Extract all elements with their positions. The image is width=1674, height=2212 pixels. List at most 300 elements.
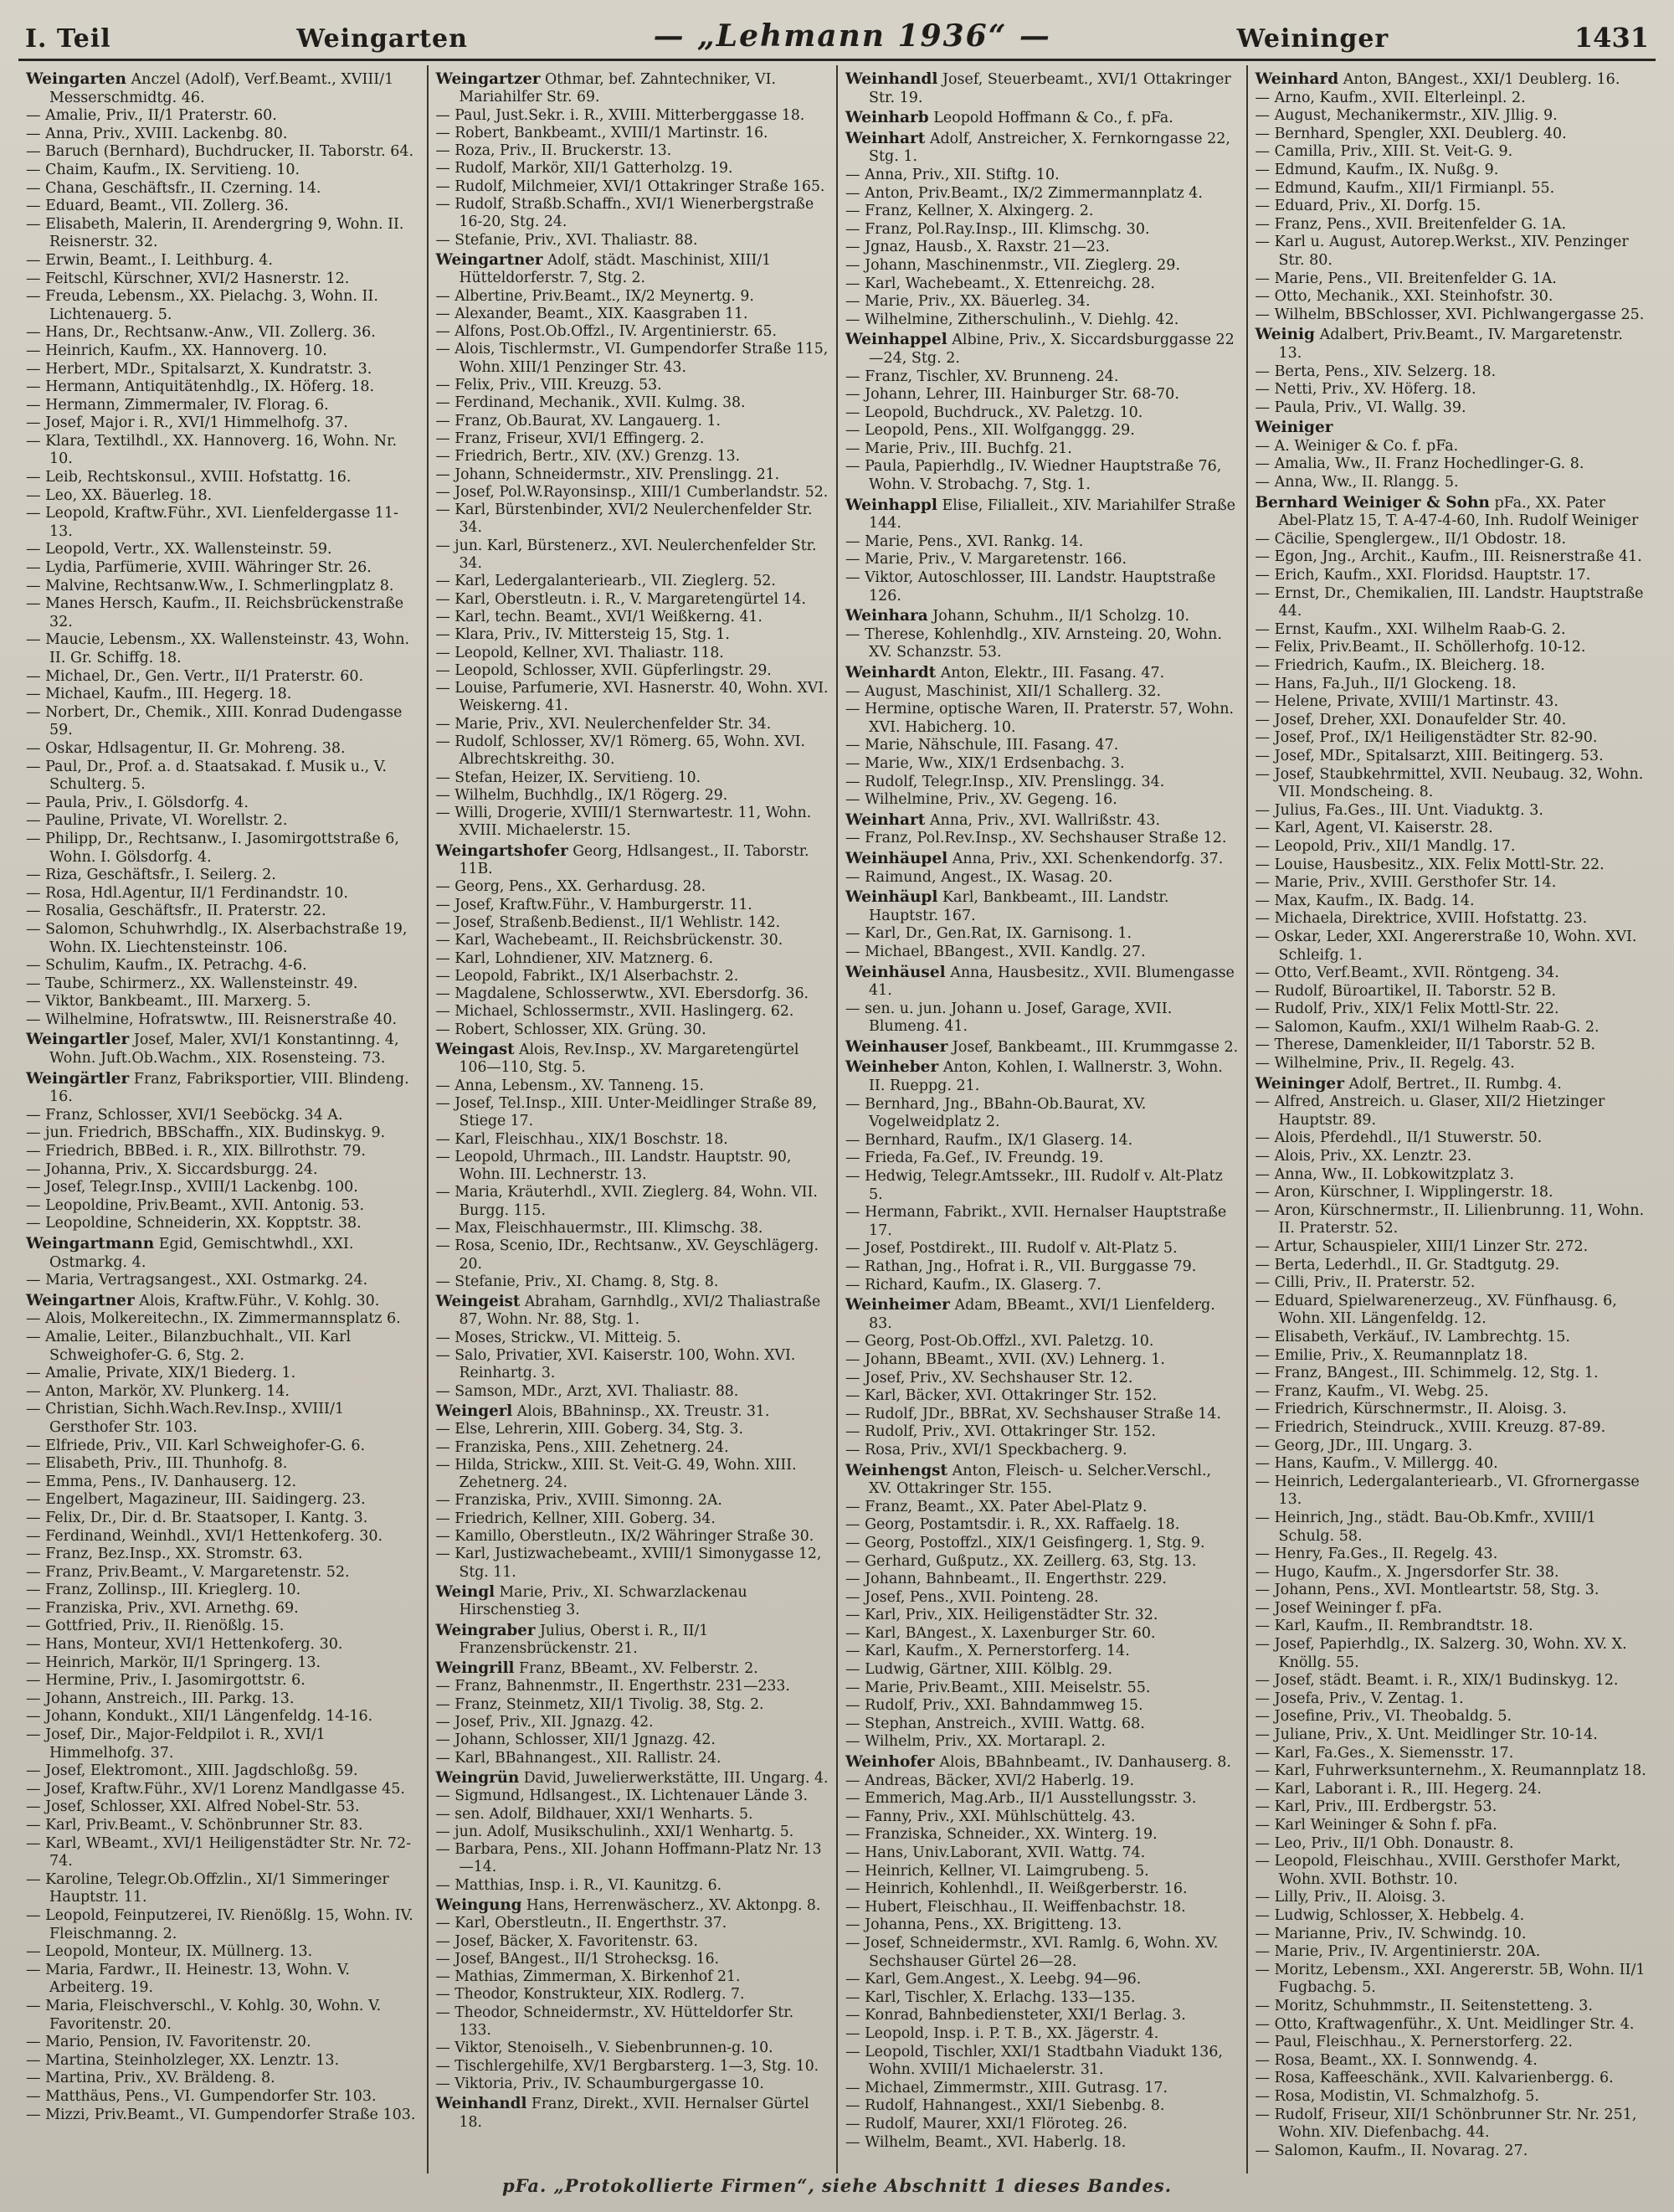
directory-entry	[26, 1124, 419, 1143]
directory-entry	[435, 1788, 829, 1805]
entry-text: — Josef, Tel.Insp., XIII. Unter-Meidlinger Straße 89, Stiege 17.	[435, 1094, 818, 1130]
surname-heading: Weinheimer	[845, 1296, 950, 1314]
entry-text: — Karl, Wachebeamt., X. Ettenreichg. 28.	[845, 275, 1155, 292]
directory-entry	[1255, 837, 1649, 857]
directory-entry	[1255, 1346, 1649, 1366]
directory-entry	[845, 1258, 1239, 1277]
directory-entry	[1255, 1509, 1649, 1546]
entry-text: — Herbert, MDr., Spitalsarzt, X. Kundratstr. 3.	[26, 360, 372, 378]
directory-entry	[26, 1708, 419, 1726]
directory-entry	[435, 2057, 829, 2076]
entry-text: — Hugo, Kaufm., X. Jngersdorfer Str. 38.	[1255, 1563, 1559, 1581]
entry-text: — Marie, Priv., III. Buchfg. 21.	[845, 440, 1072, 457]
directory-entry	[435, 1841, 829, 1877]
surname-heading: Weinhäupel	[845, 849, 948, 867]
entry-text: — Hans, Monteur, XVI/1 Hettenkoferg. 30.	[26, 1636, 343, 1654]
entry-text: — Franziska, Schneider., XX. Winterg. 19.	[845, 1826, 1158, 1844]
directory-entry	[435, 1382, 829, 1401]
directory-entry	[435, 1968, 829, 1986]
entry-text: — Rosalia, Geschäftsfr., II. Praterstr. 22.	[26, 903, 326, 920]
entry-text: — Amalie, Private, XIX/1 Biederg. 1.	[26, 1365, 296, 1382]
surname-heading: Bernhard Weiniger & Sohn	[1255, 493, 1490, 512]
surname-heading: Weinhardt	[845, 664, 937, 682]
surname-heading: Weinhauser	[845, 1037, 948, 1056]
directory-entry	[1255, 856, 1649, 875]
directory-entry	[1255, 965, 1649, 983]
entry-text: — Ferdinand, Weinhdl., XVI/1 Hettenkoferg. 30.	[26, 1527, 383, 1545]
directory-entry	[845, 1387, 1239, 1406]
entry-text: — Leopold, Fabrikt., IX/1 Alserbachstr. 2.	[435, 967, 739, 985]
entry-text: Franz, BBeamt., XV. Felberstr. 2.	[518, 1660, 758, 1678]
directory-entry	[1255, 70, 1649, 90]
directory-entry	[1255, 530, 1649, 549]
directory-entry	[1255, 1055, 1649, 1073]
entry-text: — Mizzi, Priv.Beamt., VI. Gumpendorfer Straße 103.	[26, 2106, 416, 2123]
directory-entry	[1255, 288, 1649, 306]
directory-entry	[1255, 1256, 1649, 1275]
directory-entry	[435, 1094, 829, 1131]
directory-entry	[1255, 1129, 1649, 1148]
surname-heading: Weinhäusel	[845, 963, 946, 981]
entry-text: — Johann, Lehrer, III. Hainburger Str. 68-70.	[845, 386, 1179, 404]
entry-text: — Franz, Ob.Baurat, XV. Langauerg. 1.	[435, 412, 721, 430]
entry-text: — Michael, BBangest., XVII. Kandlg. 27.	[845, 943, 1146, 960]
entry-text: — Michael, Kaufm., III. Hegerg. 18.	[26, 686, 292, 703]
surname-heading: Weingartler	[26, 1031, 130, 1049]
directory-entry	[435, 1003, 829, 1021]
entry-text: — jun. Karl, Bürstenerz., XVI. Neulerchenfelder Str. 34.	[435, 537, 817, 573]
entry-text: — Karl, Oberstleutn. i. R., V. Margaretengürtel 14.	[435, 590, 806, 608]
entry-text: — Viktor, Bankbeamt., III. Marxerg. 5.	[26, 993, 311, 1011]
directory-entry	[26, 143, 419, 162]
entry-text: — Jgnaz, Hausb., X. Raxstr. 21—23.	[845, 239, 1110, 256]
right-running-head: Weininger	[1236, 24, 1389, 54]
directory-entry	[845, 1369, 1239, 1388]
directory-entry	[26, 1563, 419, 1582]
directory-entry	[1255, 874, 1649, 893]
directory-entry	[26, 2034, 419, 2052]
entry-text: Marie, Priv., XI. Schwarzlackenau Hirschenstieg 3.	[459, 1583, 747, 1619]
directory-entry	[435, 1546, 829, 1582]
surname-heading: Weininger	[1255, 1074, 1344, 1093]
entry-text: Alois, BBahnbeamt., IV. Danhauserg. 8.	[939, 1754, 1231, 1772]
page-number: 1431	[1574, 22, 1649, 54]
directory-entry	[845, 551, 1239, 569]
entry-text: — Hermann, Fabrikt., XVII. Hernalser Hauptstraße 17.	[845, 1204, 1227, 1239]
entry-text: — Wilhelm, BBSchlosser, XVI. Pichlwangergasse 25.	[1255, 306, 1645, 323]
entry-text: — Hans, Univ.Laborant, XVII. Wattg. 74.	[845, 1844, 1146, 1861]
entry-text: — Philipp, Dr., Rechtsanw., I. Jasomirgottstraße 6, Wohn. I. Gölsdorfg. 4.	[26, 830, 399, 866]
directory-entry	[26, 161, 419, 180]
directory-entry	[26, 1961, 419, 1998]
directory-entry	[1255, 1165, 1649, 1185]
directory-entry	[435, 1876, 829, 1895]
entry-text: — Schulim, Kaufm., IX. Petrachg. 4-6.	[26, 957, 307, 975]
directory-entry	[845, 1679, 1239, 1698]
entry-text: — Eduard, Priv., XI. Dorfg. 15.	[1255, 198, 1481, 215]
directory-entry	[26, 794, 419, 813]
directory-entry	[435, 1659, 829, 1678]
directory-entry	[26, 505, 419, 541]
directory-entry	[1255, 363, 1649, 382]
entry-text: — Karl, WBeamt., XVI/1 Heiligenstädter Str. Nr. 72-74.	[26, 1834, 412, 1870]
directory-entry	[1255, 1762, 1649, 1781]
entry-text: — Heinrich, Ledergalanteriearb., VI. Gfrornergasse 13.	[1255, 1473, 1640, 1509]
entry-text: — Ernst, Dr., Chemikalien, III. Landstr. Hauptstraße 44.	[1255, 584, 1644, 620]
entry-text: — Egon, Jng., Archit., Kaufm., III. Reisnerstraße 41.	[1255, 548, 1642, 566]
directory-entry	[26, 1509, 419, 1528]
entry-text: — Karl Weininger & Sohn f. pFa.	[1255, 1817, 1497, 1834]
entry-text: — Leopoldine, Priv.Beamt., XVII. Antonig. 53.	[26, 1196, 365, 1214]
entry-text: pFa., XX. Pater Abel-Platz 15, T. A-47-4-60, Inh. Rudolf Weiniger	[1278, 494, 1639, 530]
directory-entry	[1255, 982, 1649, 1001]
entry-text: — Bernhard, Jng., BBahn-Ob.Baurat, XV. Vogelweidplatz 2.	[845, 1095, 1147, 1131]
directory-entry	[435, 537, 829, 574]
directory-entry	[845, 203, 1239, 221]
entry-text: — Rudolf, Priv., XIX/1 Felix Mottl-Str. 22.	[1255, 1001, 1559, 1018]
entry-text: — Karl, Fa.Ges., X. Siemensstr. 17.	[1255, 1744, 1514, 1762]
directory-entry	[1255, 107, 1649, 126]
directory-entry	[1255, 1437, 1649, 1456]
directory-entry	[435, 949, 829, 968]
entry-text: — Johanna, Pens., XX. Brigitteng. 13.	[845, 1916, 1122, 1934]
directory-entry	[26, 667, 419, 687]
directory-entry	[845, 239, 1239, 257]
entry-text: — Therese, Kohlenhdlg., XIV. Arnsteing. 20, Wohn. XV. Schanzstr. 53.	[845, 625, 1222, 661]
directory-entry	[435, 590, 829, 609]
entry-text: — Gerhard, Gußputz., XX. Zeillerg. 63, Stg. 13.	[845, 1552, 1197, 1570]
directory-entry	[845, 791, 1239, 810]
entry-text: — Otto, Kraftwagenführ., X. Unt. Meidlinger Str. 4.	[1255, 2015, 1635, 2033]
entry-text: — Rosa, Beamt., XX. I. Sonnwendg. 4.	[1255, 2051, 1538, 2069]
directory-entry	[1255, 1563, 1649, 1582]
directory-entry	[845, 773, 1239, 792]
entry-text: — Anna, Lebensm., XV. Tanneng. 15.	[435, 1077, 704, 1094]
directory-entry	[435, 1438, 829, 1457]
directory-entry	[435, 377, 829, 394]
entry-text: — Rudolf, Schlosser, XV/1 Römerg. 65, Wohn. XVI. Albrechtskreithg. 30.	[435, 733, 806, 769]
directory-entry	[845, 888, 1239, 925]
entry-text: — Leopoldine, Schneiderin, XX. Kopptstr. 38.	[26, 1215, 362, 1232]
entry-text: — Franz, Pens., XVII. Breitenfelder G. 1A.	[1255, 215, 1567, 233]
directory-entry	[26, 1031, 419, 1067]
entry-text: — Marie, Priv.Beamt., XIII. Meiselstr. 55.	[845, 1679, 1151, 1696]
entry-text: — Johanna, Priv., X. Siccardsburgg. 24.	[26, 1160, 318, 1178]
surname-heading: Weingast	[435, 1041, 515, 1059]
entry-text: — Robert, Bankbeamt., XVIII/1 Martinstr. 16.	[435, 124, 768, 141]
entry-text: — Karl, Kaufm., X. Pernerstorferg. 14.	[845, 1643, 1130, 1660]
surname-heading: Weingung	[435, 1896, 522, 1914]
surname-heading: Weingl	[435, 1582, 496, 1601]
entry-text: — Karl, BAngest., X. Laxenburger Str. 60.	[845, 1624, 1156, 1642]
surname-heading: Weinhengst	[845, 1461, 948, 1479]
entry-text: — sen. Adolf, Bildhauer, XXI/1 Wenharts. 5.	[435, 1805, 753, 1823]
directory-entry	[845, 1772, 1239, 1791]
directory-entry	[1255, 1906, 1649, 1926]
entry-text: — Karl, Bäcker, XVI. Ottakringer Str. 152.	[845, 1387, 1158, 1405]
directory-entry	[1255, 1636, 1649, 1672]
directory-entry	[26, 1726, 419, 1762]
directory-entry	[435, 448, 829, 466]
directory-entry	[435, 2075, 829, 2093]
entry-text: Anna, Hausbesitz., XVII. Blumengasse 41.	[869, 964, 1235, 1000]
entry-text: — Berta, Pens., XIV. Selzerg. 18.	[1255, 363, 1497, 380]
directory-entry	[26, 342, 419, 361]
publication-title: — „Lehmann 1936“ —	[653, 18, 1051, 54]
directory-entry	[845, 1898, 1239, 1917]
entry-text: — Felix, Priv., VIII. Kreuzg. 53.	[435, 377, 662, 394]
entry-text: — Josef, BAngest., II/1 Strohecksg. 16.	[435, 1950, 720, 1968]
entry-text: — Marie, Priv., IV. Argentinierstr. 20A.	[1255, 1943, 1541, 1961]
entry-text: — Franz, Steinmetz, XII/1 Tivolig. 38, Stg. 2.	[435, 1695, 764, 1713]
directory-entry	[1255, 1582, 1649, 1600]
directory-entry	[435, 70, 829, 107]
directory-entry	[845, 830, 1239, 848]
entry-text: — Karl, Dr., Gen.Rat, IX. Garnisong. 1.	[845, 925, 1132, 943]
directory-entry	[845, 458, 1239, 494]
directory-entry	[845, 1498, 1239, 1517]
entry-text: — Karl, Priv., XIX. Heiligenstädter Str. 32.	[845, 1607, 1158, 1624]
entry-text: — Richard, Kaufm., IX. Glaserg. 7.	[845, 1276, 1101, 1294]
entry-text: — Felix, Dr., Dir. d. Br. Staatsoper, I. Kantg. 3.	[26, 1509, 368, 1526]
entry-text: — Theodor, Schneidermstr., XV. Hütteldorfer Str. 133.	[435, 2004, 794, 2040]
entry-text: — Franz, Kaufm., VI. Webg. 25.	[1255, 1382, 1489, 1400]
directory-entry	[435, 1293, 829, 1330]
directory-entry	[1255, 2051, 1649, 2071]
surname-heading: Weingartzer	[435, 70, 541, 88]
directory-entry	[26, 559, 419, 578]
directory-entry	[26, 251, 419, 270]
directory-entry	[435, 2004, 829, 2040]
directory-entry	[1255, 1037, 1649, 1055]
directory-entry	[435, 1492, 829, 1510]
entry-text: — Eduard, Beamt., VII. Zollerg. 36.	[26, 198, 289, 215]
directory-entry	[1255, 1093, 1649, 1129]
directory-entry	[26, 1798, 419, 1817]
entry-text: — Michael, Zimmermstr., XIII. Gutrasg. 17.	[845, 2079, 1168, 2096]
entry-text: — Max, Kaufm., IX. Badg. 14.	[1255, 892, 1475, 909]
entry-text: Karl, Bankbeamt., III. Landstr. Hauptstr. 167.	[869, 889, 1169, 924]
directory-entry	[435, 1678, 829, 1695]
directory-entry	[435, 896, 829, 914]
directory-entry	[26, 2106, 419, 2125]
entry-text: — Lydia, Parfümerie, XVIII. Währinger Str. 26.	[26, 559, 372, 577]
directory-entry	[1255, 657, 1649, 676]
entry-text: — Rosa, Scenio, IDr., Rechtsanw., XV. Geyschlägerg. 20.	[435, 1237, 819, 1273]
directory-entry	[845, 849, 1239, 869]
entry-text: — Karl, techn. Beamt., XVI/1 Weißkerng. 41.	[435, 608, 763, 625]
directory-entry	[435, 250, 829, 288]
entry-text: — Wilhelmine, Hofratswtw., III. Reisnerstraße 40.	[26, 1011, 398, 1028]
directory-entry	[26, 270, 419, 289]
entry-text: — Josef, Bäcker, X. Favoritenstr. 63.	[435, 1932, 698, 1950]
entry-text: — Leopold, Tischler, XXI/1 Stadtbahn Viadukt 136, Wohn. XVIII/1 Michaelerstr. 31.	[845, 2043, 1223, 2079]
entry-text: — Arno, Kaufm., XVII. Elterleinpl. 2.	[1255, 89, 1526, 106]
entry-text: — Marie, Pens., XVI. Rankg. 14.	[845, 532, 1084, 550]
directory-entry	[435, 733, 829, 769]
entry-text: — Kamillo, Oberstleutn., IX/2 Währinger Straße 30.	[435, 1528, 814, 1546]
entry-text: — Manes Hersch, Kaufm., II. Reichsbrückenstraße 32.	[26, 595, 404, 630]
entry-text: — Marie, Priv., XVI. Neulerchenfelder Str. 34.	[435, 715, 772, 733]
directory-entry	[1255, 2142, 1649, 2161]
directory-entry	[26, 2051, 419, 2071]
directory-entry	[26, 1291, 419, 1311]
entry-text: — Maria, Fleischverschl., V. Kohlg. 30, Wohn. V. Favoritenstr. 20.	[26, 1997, 382, 2033]
directory-entry	[26, 414, 419, 433]
directory-entry	[26, 1143, 419, 1161]
directory-entry	[1255, 2034, 1649, 2052]
entry-text: — Karl, Wachebeamt., II. Reichsbrückenstr. 30.	[435, 932, 783, 949]
entry-text: — Amalia, Ww., II. Franz Hochedlinger-G. 8.	[1255, 455, 1584, 473]
entry-text: — Chaim, Kaufm., IX. Servitieng. 10.	[26, 161, 300, 178]
directory-entry	[26, 1780, 419, 1799]
entry-text: — Cilli, Priv., II. Praterstr. 52.	[1255, 1274, 1476, 1292]
entry-text: — Rosa, Kaffeeschänk., XVII. Kalvarienbergg. 6.	[1255, 2070, 1614, 2087]
entry-text: — Heinrich, Markör, II/1 Springerg. 13.	[26, 1654, 321, 1671]
entry-text: — Josef, Priv., XII. Jgnazg. 42.	[435, 1714, 654, 1731]
directory-entry	[435, 2040, 829, 2057]
directory-entry	[26, 830, 419, 867]
entry-text: — Karl, Laborant i. R., III. Hegerg. 24.	[1255, 1780, 1542, 1798]
entry-text: Franz, Direkt., XVII. Hernalser Gürtel 18.	[459, 2096, 809, 2131]
entry-text: — Karl u. August, Autorep.Werkst., XIV. Penzinger Str. 80.	[1255, 234, 1629, 269]
entry-text: — sen. u. jun. Johann u. Josef, Garage, XVII. Blumeng. 41.	[845, 1000, 1173, 1036]
directory-entry	[1255, 1744, 1649, 1763]
directory-entry	[1255, 1328, 1649, 1347]
directory-entry	[435, 841, 829, 879]
entry-text: — Leopold, Monteur, IX. Müllnerg. 13.	[26, 1943, 313, 1961]
directory-entry	[1255, 1780, 1649, 1799]
surname-heading: Weinhappl	[845, 496, 937, 514]
entry-text: — Pauline, Private, VI. Worellstr. 2.	[26, 812, 288, 830]
directory-entry	[26, 1943, 419, 1962]
directory-entry	[26, 703, 419, 740]
entry-text: — Franziska, Pens., XIII. Zehetnerg. 24.	[435, 1438, 729, 1456]
entry-text: — Josef, Major i. R., XVI/1 Himmelhofg. 37.	[26, 414, 348, 432]
directory-entry	[26, 920, 419, 957]
directory-entry	[845, 682, 1239, 702]
entry-text: — Maria, Kräuterhdl., XVII. Zieglerg. 84, Wohn. VII. Burgg. 115.	[435, 1184, 818, 1219]
entry-text: Hans, Herrenwäscherz., XV. Aktonpg. 8.	[526, 1896, 821, 1914]
directory-entry	[845, 1350, 1239, 1370]
directory-entry	[845, 925, 1239, 944]
entry-text: — Leopold, Priv., XII/1 Mandlg. 17.	[1255, 837, 1516, 855]
entry-text: — Anton, Priv.Beamt., IX/2 Zimmermannplatz 4.	[845, 184, 1203, 202]
entry-text: — jun. Friedrich, BBSchaffn., XIX. Budinskyg. 9.	[26, 1124, 386, 1142]
directory-entry	[845, 2133, 1239, 2153]
directory-entry	[435, 1130, 829, 1149]
entry-text: — Karl, Ledergalanteriearb., VII. Zieglerg. 52.	[435, 573, 776, 590]
directory-entry	[435, 1347, 829, 1383]
entry-text: — Karl, Fuhrwerksunternehm., X. Reumannplatz 18.	[1255, 1762, 1646, 1780]
entry-text: — Netti, Priv., XV. Höferg. 18.	[1255, 381, 1476, 399]
directory-entry	[435, 805, 829, 841]
directory-entry	[435, 985, 829, 1003]
surname-heading: Weinhandl	[435, 2095, 527, 2113]
directory-entry	[435, 573, 829, 590]
entry-text: — Anton, Markör, XV. Plunkerg. 14.	[26, 1382, 290, 1400]
directory-entry	[1255, 729, 1649, 748]
directory-entry	[26, 324, 419, 342]
entry-text: — Karl, Priv., III. Erdbergstr. 53.	[1255, 1798, 1497, 1816]
entry-text: — Emmerich, Mag.Arb., II/1 Ausstellungsstr. 3.	[845, 1790, 1197, 1808]
entry-text: — Alfred, Anstreich. u. Glaser, XII/2 Hietzinger Hauptstr. 89.	[1255, 1093, 1605, 1129]
entry-text: — Riza, Geschäftsfr., I. Seilerg. 2.	[26, 867, 276, 884]
entry-text: — Marie, Priv., XX. Bäuerleg. 34.	[845, 293, 1091, 311]
entry-text: — Paula, Papierhdlg., IV. Wiedner Hauptstraße 76, Wohn. V. Strobachg. 7, Stg. 1.	[845, 458, 1222, 494]
entry-text: — Leo, Priv., II/1 Obh. Donaustr. 8.	[1255, 1834, 1514, 1852]
directory-entry	[845, 1095, 1239, 1132]
directory-entry	[845, 109, 1239, 128]
entry-text: Elise, Filialleit., XIV. Mariahilfer Straße 144.	[869, 496, 1236, 532]
entry-text: Franz, Fabriksportier, VIII. Blindeng. 16.	[49, 1070, 409, 1106]
entry-text: — Willi, Drogerie, XVIII/1 Sternwartestr. 11, Wohn. XVIII. Michaelerstr. 15.	[435, 805, 812, 840]
directory-entry	[435, 196, 829, 232]
directory-entry	[26, 867, 419, 885]
entry-text: — Edmund, Kaufm., XII/1 Firmianpl. 55.	[1255, 179, 1555, 197]
directory-entry	[845, 1461, 1239, 1499]
directory-entry	[26, 179, 419, 198]
entry-text: — Karl, Fleischhau., XIX/1 Boschstr. 18.	[435, 1130, 728, 1148]
directory-entry	[1255, 125, 1649, 144]
entry-text: — Samson, MDr., Arzt, XVI. Thaliastr. 88.	[435, 1382, 739, 1400]
entry-text: — Josef, Straßenb.Bedienst., II/1 Wehlistr. 142.	[435, 913, 781, 931]
entry-text: — Johann, Bahnbeamt., II. Engerthstr. 229.	[845, 1571, 1167, 1588]
directory-entry	[1255, 1853, 1649, 1889]
entry-text: — Leopold, Feinputzerei, IV. Rienößlg. 15, Wohn. IV. Fleischmanng. 2.	[26, 1906, 413, 1942]
entry-text: — Friedrich, Kürschnermstr., II. Aloisg. 3.	[1255, 1401, 1567, 1418]
directory-entry	[1255, 1074, 1649, 1094]
entry-text: — Sigmund, Hdlsangest., IX. Lichtenauer Lände 3.	[435, 1788, 808, 1805]
entry-text: — Johann, Anstreich., III. Parkg. 13.	[26, 1690, 295, 1707]
directory-entry	[1255, 1382, 1649, 1402]
directory-entry	[26, 1401, 419, 1437]
entry-text: — Georg, JDr., III. Ungarg. 3.	[1255, 1437, 1473, 1454]
directory-entry	[26, 486, 419, 506]
entry-text: — Friedrich, Kaufm., IX. Bleicherg. 18.	[1255, 657, 1545, 674]
directory-entry	[845, 1276, 1239, 1295]
entry-text: David, Juwelierwerkstätte, III. Ungarg. 4.	[523, 1769, 829, 1787]
entry-text: — Johann, Maschinenmstr., VII. Zieglerg. 29.	[845, 256, 1181, 274]
directory-entry	[1255, 198, 1649, 216]
directory-entry	[845, 166, 1239, 185]
directory-entry	[435, 1805, 829, 1824]
entry-text: — Franz, Pol.Ray.Insp., III. Klimschg. 30.	[845, 220, 1150, 238]
directory-entry	[1255, 747, 1649, 766]
directory-entry	[845, 569, 1239, 605]
directory-entry	[435, 626, 829, 644]
directory-entry	[1255, 1201, 1649, 1238]
entry-text: — Erwin, Beamt., I. Leithburg. 4.	[26, 251, 273, 269]
entry-text: — Christian, Sichh.Wach.Rev.Insp., XVIII/1 Gersthofer Str. 103.	[26, 1401, 344, 1436]
entry-text: — Emma, Pens., IV. Danhauserg. 12.	[26, 1473, 297, 1490]
directory-entry	[1255, 1997, 1649, 2016]
surname-heading: Weinhandl	[845, 70, 938, 88]
page-header	[18, 15, 1656, 61]
directory-entry	[435, 967, 829, 985]
entry-text: — Michael, Dr., Gen. Vertr., II/1 Praterstr. 60.	[26, 667, 364, 685]
directory-entry	[26, 1235, 419, 1272]
entry-text: — Edmund, Kaufm., IX. Nußg. 9.	[1255, 161, 1499, 178]
columns-container	[18, 65, 1656, 2173]
entry-text: — Magdalene, Schlosserwtw., XVI. Ebersdorfg. 36.	[435, 985, 809, 1003]
directory-entry	[435, 412, 829, 430]
entry-text: — Rudolf, Priv., XVI. Ottakringer Str. 152.	[845, 1423, 1156, 1441]
directory-entry	[1255, 1889, 1649, 1907]
entry-text: — Josef, Kraftw.Führ., V. Hamburgerstr. 11.	[435, 896, 752, 913]
entry-text: — Karl, Lohndiener, XIV. Matznerg. 6.	[435, 949, 714, 967]
entry-text: — Aron, Kürschnermstr., II. Lilienbrunng. 11, Wohn. II. Praterstr. 52.	[1255, 1201, 1645, 1237]
